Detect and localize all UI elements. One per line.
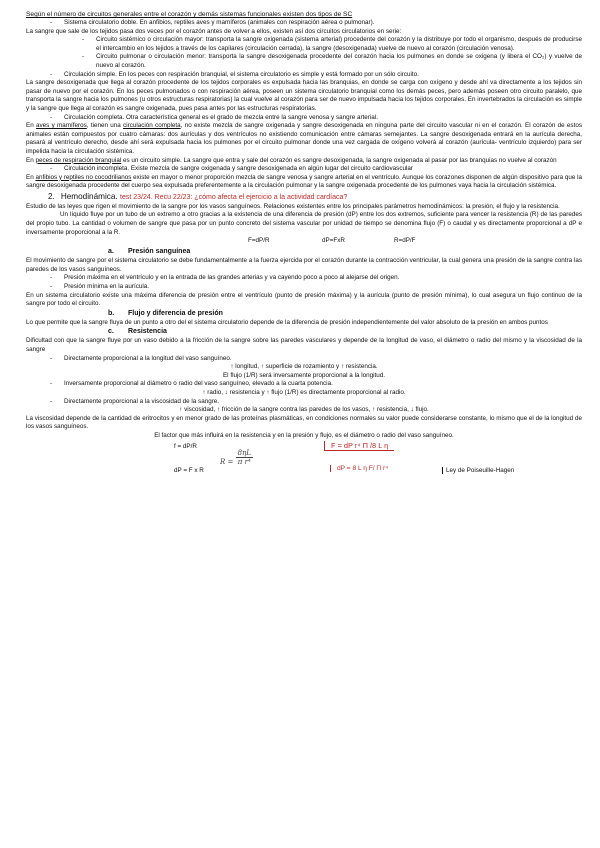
bullet-radius: - Inversamente proporcional al diámetro o radio del vaso sanguíneo, elevado a la cuarta potencia. xyxy=(26,380,582,389)
formula-flow: F=dP/R xyxy=(248,237,270,245)
bullet-max-pressure: - Presión máxima en el ventrículo y en la entrada de las grandes arterias y va cayendo poco a poco al alejarse del origen. xyxy=(26,274,582,283)
text-fragment: existe en mayor o menor proporción mezcla de sangre venosa y sangre arterial en el ventrículo. Aunque los corazones disponen de algún dispositivo para que la sangre desoxigenada procedente del cuerpo sea expulsada preferentemente a la circulación pulmonar y la sangre oxigenada procedente de los pulmones vaya hacia la circulación sistémica. xyxy=(26,173,583,190)
subsection-resistance xyxy=(108,327,582,337)
subsection-title: Flujo y diferencia de presión xyxy=(128,309,223,317)
document-page xyxy=(26,10,582,489)
poiseuille-pressure-formula: dP = 8 L η F/ Π r⁴ xyxy=(330,465,394,472)
line-viscosity-effect: ↑ viscosidad, ↑ fricción de la sangre contra las paredes de los vasos, ↑ resistencia, ↓ flujo. xyxy=(179,406,429,414)
handwritten-formula-flow: f = dP/R xyxy=(174,442,197,450)
section-title: Hemodinámica. xyxy=(60,191,118,201)
section-hemodynamics-heading xyxy=(48,191,582,203)
bullet-complete-circulation: - Circulación completa. Otra característica general es el grado de mezcla entre la sangre venosa y sangre arterial. xyxy=(26,114,582,123)
poiseuille-flow-formula: F = dP r⁴ Π /8 L η xyxy=(324,441,394,451)
paragraph-blood-pressure: El movimiento de sangre por el sistema circulatorio se debe fundamentalmente a la fuerza ejercida por el corazón durante la contracción ventricular, la cual genera una presión de la sangre contra las paredes de los vasos sanguíneos. xyxy=(26,257,582,273)
formula-row xyxy=(26,237,582,247)
fraction-denominator: π r⁴ xyxy=(237,457,251,466)
bullet-min-pressure: - Presión mínima en la aurícula. xyxy=(26,283,582,292)
underlined-term: aves y mamíferos xyxy=(36,122,87,130)
subsection-title: Presión sanguínea xyxy=(128,248,191,256)
bullet-incomplete-circulation: - Circulación incompleta. Existe mezcla de sangre oxigenada y sangre desoxigenada en algún lugar del circuito cardiovascular xyxy=(26,165,582,174)
formula-pressure: dP=FxR xyxy=(322,237,345,245)
text-fragment: En xyxy=(26,156,36,164)
paragraph-hemodynamics-intro: Estudio de las leyes que rigen el movimiento de la sangre por los vasos sanguíneos. Relaciones existentes entre los principales parámetros hemodinámicos: la presión, el flujo y la resistencia. xyxy=(26,202,560,210)
handwritten-formula-pressure: dP = F x R xyxy=(174,466,204,474)
paragraph-pressure-gradient: En un sistema circulatorio existe una máxima diferencia de presión entre el ventrículo (punto de presión máxima) y la aurícula (punto de presión mínima), lo cual asegura un flujo continuo de la sangre por todo el circuito. xyxy=(26,291,582,308)
bullet-pulmonary-circuit: - Circuito pulmonar o circulación menor: transporta la sangre desoxigenada procedente del corazón hacia los pulmones en donde se oxigena (y libera el CO₂) y vuelve de nuevo al corazón. xyxy=(26,53,582,70)
paragraph-branchial-fish xyxy=(26,157,582,166)
intro-heading: Según el número de circuitos generales entre el corazón y demás sistemas funcionales existen dos tipos de SC xyxy=(26,11,353,18)
bullet-viscosity: - Directamente proporcional a la viscosidad de la sangre. xyxy=(26,398,582,407)
resistance-equation xyxy=(220,449,253,466)
paragraph-birds-mammals xyxy=(26,122,582,156)
resistance-fraction xyxy=(236,449,253,466)
paragraph-flow: Lo que permite que la sangre fluya de un punto a otro del el sistema circulatorio depende de la diferencia de presión independientemente del valor absoluto de la presión en ambos puntos xyxy=(26,318,548,326)
paragraph-resistance: Dificultad con que la sangre fluye por un vaso debido a la fricción de la sangre sobre las paredes vasculares y depende de la longitud de vaso, el diámetro o radio del mismo y la viscosidad de la sangre xyxy=(26,337,582,353)
bullet-double-circulation: - Sistema circulatorio doble. En anfibios, reptiles aves y mamíferos (animales con respiración aérea o pulmonar). xyxy=(26,19,582,28)
subsection-letter: c. xyxy=(108,328,114,336)
law-label: Ley de Poiseuille-Hagen xyxy=(442,467,514,474)
bullet-length: - Directamente proporcional a la longitud del vaso sanguíneo. xyxy=(26,355,582,364)
text-fragment: En xyxy=(26,173,36,181)
paragraph-fish-circulation: La sangre desoxigenada que llega al corazón procedente de los tejidos corporales es expulsada hacia las branquias, en donde se carga con oxígeno y desde ahí va directamente a los tejidos sin pasar de nuevo por el corazón. En los peces pulmonados o con respiración aérea, poseen un sistema circulatorio branquial como los demás peces, pero además poseen otro circuito paralelo, que transporta la sangre hacia los pulmones (u otros estructuras respiratorias) la cual vuelve al corazón para ser de nuevo impulsada hacia los tejidos corporales. En invertebrados la circulación es simple y la sangre que llega al corazón es sangre oxigenada, pues pasa antes por las estructuras respiratorias. xyxy=(26,79,582,112)
exam-note: test 23/24. Recu 22/23: ¿cómo afecta el ejercicio a la actividad cardíaca? xyxy=(120,193,348,201)
line-length-flow: El flujo (1/R) será inversamente proporcional a la longitud. xyxy=(222,371,386,379)
text-fragment: es un circuito simple. La sangre que entra y sale del corazón es sangre desoxigenada, la sangre oxigenada al pasar por las branquias no vuelve al corazón xyxy=(121,156,557,164)
poiseuille-formulas xyxy=(26,441,582,489)
paragraph-series-circuits: La sangre que sale de los tejidos pasa dos veces por el corazón antes de volver a ellos, existen así dos circuitos circulatorios en serie: xyxy=(26,27,402,35)
paragraph-pressure-difference: Un líquido fluye por un tubo de un extremo a otro gracias a la existencia de una diferencia de presión (dP) entre los dos extremos, suficiente para vencer la resistencia (R) de las paredes del propio tubo. La cantidad o volumen de sangre que pasa por un punto concreto del sistema vascular por unidad de tiempo se denomina flujo (F) o caudal y es directamente proporcional a dP e inversamente proporcional a la R. xyxy=(26,211,582,236)
text-fragment: , tienen una xyxy=(86,122,124,130)
paragraph-amphibians-reptiles xyxy=(26,174,582,191)
subsection-letter: b. xyxy=(108,309,115,317)
paragraph-viscosity: La viscosidad depende de la cantidad de eritrocitos y en menor grado de las proteínas plasmáticas, en condiciones normales su valor puede considerarse constante, lo mismo que el de la longitud de los vasos sanguíneos. xyxy=(26,414,582,431)
line-main-factor: El factor que más influirá en la resistencia y en la presión y flujo, es el diámetro o radio del vaso sanguíneo. xyxy=(154,431,454,439)
subsection-flow xyxy=(108,309,582,319)
subsection-letter: a. xyxy=(108,248,114,256)
underlined-term: anfibios y reptiles no cocodrilianos xyxy=(35,173,132,181)
formula-resistance: R=dP/F xyxy=(394,237,416,245)
bullet-systemic-circuit: - Circuito sistémico o circulación mayor: transporta la sangre oxigenada (sistema arterial) procedente del corazón y la distribuye por todo el organismo, después de producirse el intercambio en los tejidos a través de los capilares (circulación cerrada), la sangre (desoxigenada) vuelve de nuevo al corazón (circulación venosa). xyxy=(26,36,582,53)
text-fragment: En xyxy=(26,122,36,130)
bullet-simple-circulation: - Circulación simple. En los peces con respiración branquial, el sistema circulatorio es simple y está formado por un sólo circuito. xyxy=(26,71,582,80)
fraction-numerator: 8ηL xyxy=(237,448,251,457)
subsection-title: Resistencia xyxy=(128,328,167,336)
section-number: 2. xyxy=(48,191,55,201)
underlined-term: circulación completa xyxy=(123,122,181,130)
line-radius-effect: ↑ radio, ↓ resistencia y ↑ flujo (1/R) es directamente proporcional al radio. xyxy=(202,388,406,396)
underlined-term: peces de respiración branquial xyxy=(35,156,122,164)
resistance-symbol: R = xyxy=(220,457,234,466)
line-length-effect: ↑ longitud, ↑ superficie de rozamiento y ↑ resistencia. xyxy=(230,363,378,371)
subsection-blood-pressure xyxy=(108,247,582,257)
text-fragment: , no existe mezcla de sangre oxigenada y sangre desoxigenada en ninguna parte del circuito vascular ni en el corazón. El corazón de estos animales están compuestos por cuatro cámaras: dos aurículas y dos ventrículos no existiendo comunicación entre cámaras semejantes. La sangre desoxigenada entrará en la aurícula derecha, pasará al ventrículo derecho, desde ahí será expulsada hacia los pulmones por el circuito pulmonar donde una vez cargada de oxígeno volverá al corazón (aurícula- ventrículo izquierdo) para ser impelida hacia la circulación sistémica. xyxy=(26,122,582,155)
